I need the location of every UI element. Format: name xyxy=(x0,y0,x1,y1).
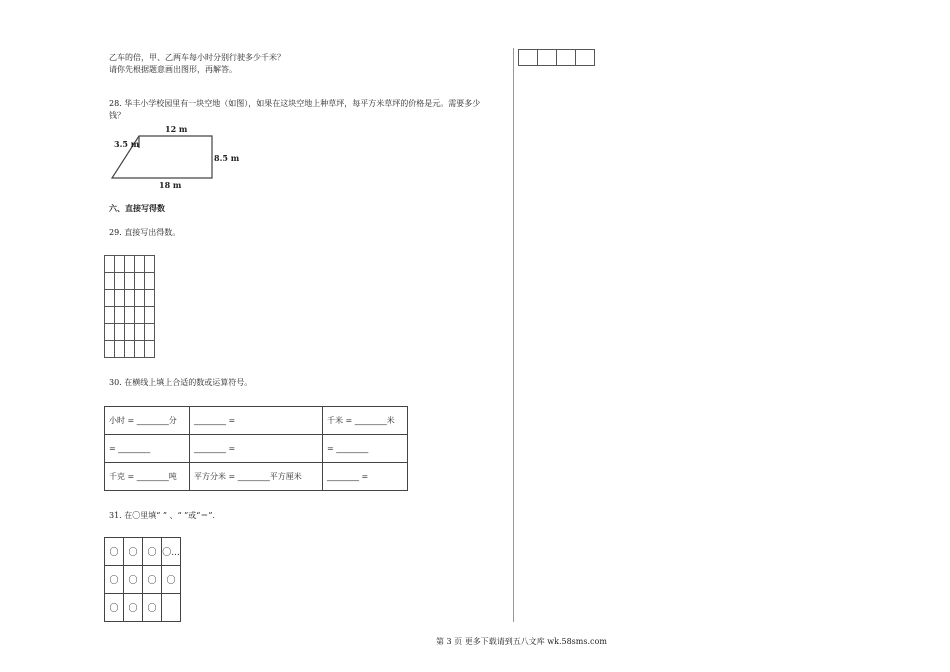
circle-blank[interactable]: 〇 xyxy=(105,538,124,566)
trapezoid-top-label: 12 m xyxy=(165,124,188,134)
circle-blank[interactable]: 〇 xyxy=(105,566,124,594)
table-cell[interactable]: ________ = xyxy=(190,407,323,435)
q31-compare-table xyxy=(104,537,181,622)
circle-blank[interactable]: 〇 xyxy=(124,594,143,622)
trapezoid-figure xyxy=(108,120,248,192)
q30-fill-table xyxy=(104,406,408,491)
table-cell[interactable]: ________ = xyxy=(190,435,323,463)
trapezoid-right-label: 8.5 m xyxy=(214,153,240,163)
circle-blank[interactable]: 〇 xyxy=(143,566,162,594)
q29-question: 29. 直接写出得数。 xyxy=(109,228,181,237)
table-row xyxy=(105,407,408,435)
q28-question-line2: 钱？ xyxy=(109,111,125,120)
empty-cell xyxy=(162,594,181,622)
table-cell[interactable]: 千克 = ________吨 xyxy=(105,463,190,491)
q28-question-line1: 28. 华丰小学校园里有一块空地（如图），如果在这块空地上种草坪，每平方米草坪的价格是元。需要多少 xyxy=(109,99,481,108)
circle-blank[interactable]: 〇 xyxy=(124,566,143,594)
section-6-title: 六、直接写得数 xyxy=(109,204,165,213)
circle-blank[interactable]: 〇 xyxy=(105,594,124,622)
table-row xyxy=(105,594,181,622)
column-divider xyxy=(513,48,514,622)
table-cell[interactable]: ________ = xyxy=(323,463,408,491)
table-cell[interactable]: 小时 = ________分 xyxy=(105,407,190,435)
q30-question: 30. 在横线上填上合适的数或运算符号。 xyxy=(109,378,253,387)
circle-blank[interactable]: 〇 xyxy=(124,538,143,566)
circle-blank[interactable]: 〇 xyxy=(162,566,181,594)
circle-blank[interactable]: 〇 xyxy=(143,538,162,566)
circle-blank[interactable]: 〇... xyxy=(162,538,181,566)
table-row xyxy=(105,435,408,463)
circle-blank[interactable]: 〇 xyxy=(143,594,162,622)
table-cell[interactable]: 千米 = ________米 xyxy=(323,407,408,435)
trapezoid-bottom-label: 18 m xyxy=(159,180,182,190)
table-cell[interactable]: = ________ xyxy=(323,435,408,463)
q29-answer-grid xyxy=(104,255,155,358)
q27-continuation-line1: 乙车的倍，甲、乙两车每小时分别行驶多少千米？ xyxy=(109,53,285,62)
table-row xyxy=(105,538,181,566)
page-footer: 第 3 页 更多下载请到五八文库 wk.58sms.com xyxy=(436,637,607,646)
table-row xyxy=(105,566,181,594)
q27-continuation-line2: 请你先根据题意画出图形，再解答。 xyxy=(109,65,237,74)
right-column-grid xyxy=(518,49,595,66)
trapezoid-left-label: 3.5 m xyxy=(114,139,140,149)
table-cell[interactable]: 平方分米 = ________平方厘米 xyxy=(190,463,323,491)
q31-question: 31. 在〇里填“ ” 、“ ”或“＝”. xyxy=(109,511,215,520)
table-row xyxy=(105,463,408,491)
table-cell[interactable]: = ________ xyxy=(105,435,190,463)
